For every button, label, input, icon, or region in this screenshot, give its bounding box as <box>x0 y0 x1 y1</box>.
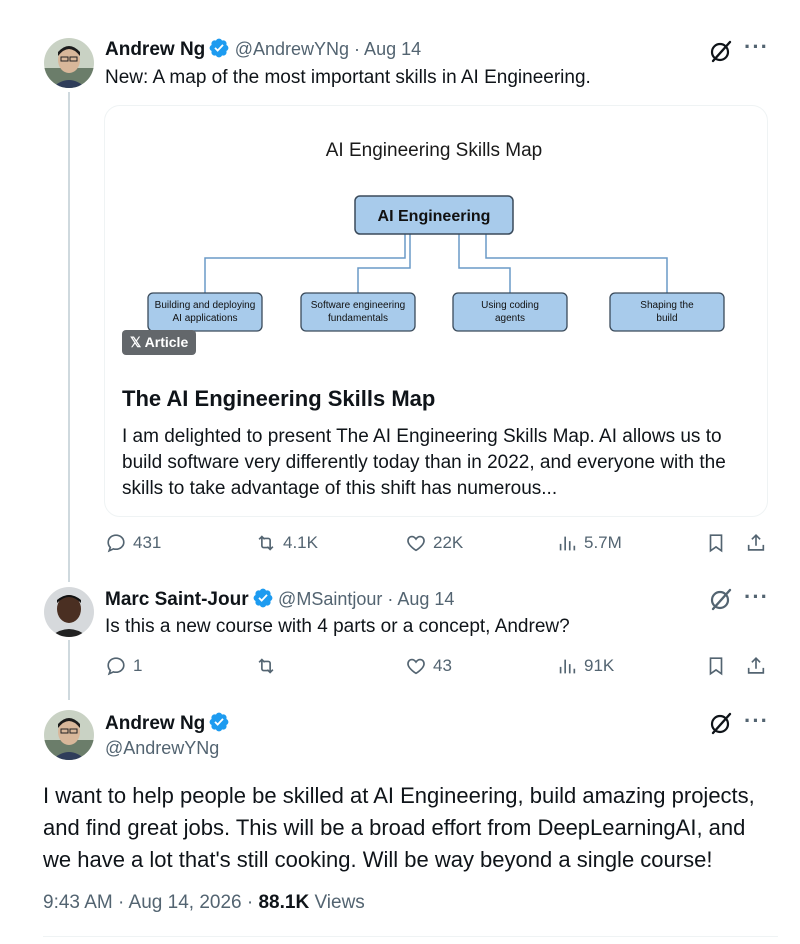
repost-button[interactable] <box>255 532 318 554</box>
repost-count: 4.1K <box>283 533 318 552</box>
reply-button[interactable] <box>105 532 161 554</box>
tweet-text: New: A map of the most important skills in AI Engineering. <box>105 67 591 88</box>
views-count: 91K <box>584 656 615 675</box>
reply-count: 431 <box>133 533 162 552</box>
views-button[interactable] <box>556 532 622 554</box>
verified-badge-icon[interactable] <box>208 711 230 733</box>
views-icon <box>556 532 578 554</box>
article-diagram-image <box>105 106 767 358</box>
repost-button[interactable] <box>255 655 283 677</box>
share-icon <box>745 532 767 554</box>
like-button[interactable] <box>405 532 463 554</box>
diagram-node-label: AI applications <box>172 313 238 324</box>
views-count: 5.7M <box>584 533 622 552</box>
diagram-node <box>610 293 724 331</box>
like-count: 22K <box>433 533 464 552</box>
share-button[interactable] <box>745 655 767 677</box>
diagram-title: AI Engineering Skills Map <box>325 140 543 161</box>
author-handle[interactable]: @AndrewYNg <box>105 738 220 758</box>
diagram-node-label: Building and deploying <box>154 300 256 311</box>
bookmark-button[interactable] <box>705 655 727 677</box>
article-description: I am delighted to present The AI Engineering Skills Map. AI allows us to build software very differently today than in 2022, and everyone with the skills to take advantage of this shift has numerous... <box>122 426 726 499</box>
tweet-timestamp <box>43 892 365 914</box>
bookmark-icon <box>705 655 727 677</box>
tweet-text: Is this a new course with 4 parts or a concept, Andrew? <box>105 616 570 637</box>
article-badge: 𝕏 Article <box>122 330 196 355</box>
article-title[interactable]: The AI Engineering Skills Map <box>122 386 436 411</box>
author-name[interactable]: Andrew Ng <box>105 713 206 734</box>
like-icon <box>405 655 427 677</box>
grok-icon[interactable] <box>708 586 734 612</box>
timestamp-text[interactable]: 9:43 AM · Aug 14, 2026 · <box>43 892 259 913</box>
repost-icon <box>255 532 277 554</box>
repost-icon <box>255 655 277 677</box>
bookmark-button[interactable] <box>705 532 727 554</box>
author-handle-date[interactable]: @AndrewYNg · Aug 14 <box>234 39 422 59</box>
like-icon <box>405 532 427 554</box>
verified-badge-icon[interactable] <box>208 37 230 59</box>
reply-count: 1 <box>133 656 143 675</box>
avatar[interactable] <box>44 710 94 760</box>
grok-icon[interactable] <box>708 710 734 736</box>
more-icon[interactable]: ··· <box>744 708 769 733</box>
avatar[interactable] <box>44 587 94 637</box>
diagram-node <box>301 293 415 331</box>
diagram-node-label: fundamentals <box>327 313 389 324</box>
author-handle-date[interactable]: @MSaintjour · Aug 14 <box>278 589 455 609</box>
diagram-root-node: AI Engineering <box>377 208 491 225</box>
thread-connector <box>68 92 70 582</box>
x-logo-icon: 𝕏 <box>130 334 142 350</box>
more-icon[interactable]: ··· <box>744 584 769 609</box>
like-button[interactable] <box>405 655 452 677</box>
reply-button[interactable] <box>105 655 142 677</box>
views-button[interactable] <box>556 655 614 677</box>
author-name[interactable]: Marc Saint-Jour <box>105 589 249 610</box>
diagram-node <box>148 293 262 331</box>
share-button[interactable] <box>745 532 767 554</box>
views-icon <box>556 655 578 677</box>
views-total: 88.1K <box>258 892 310 913</box>
thread-connector <box>68 640 70 700</box>
diagram-node-label: Shaping the <box>640 300 694 311</box>
verified-badge-icon[interactable] <box>252 587 274 609</box>
more-icon[interactable]: ··· <box>744 34 769 59</box>
divider <box>43 936 778 937</box>
share-icon <box>745 655 767 677</box>
views-label: Views <box>309 892 365 913</box>
diagram-node-label: agents <box>494 313 526 324</box>
reply-icon <box>105 655 127 677</box>
like-count: 43 <box>433 656 452 675</box>
bookmark-icon <box>705 532 727 554</box>
diagram-node-label: Software engineering <box>310 300 406 311</box>
grok-icon[interactable] <box>708 38 734 64</box>
diagram-node-label: Using coding <box>481 300 539 311</box>
article-card[interactable] <box>104 105 768 517</box>
author-name[interactable]: Andrew Ng <box>105 39 206 60</box>
main-tweet-text: I want to help people be skilled at AI Engineering, build amazing projects, and find great jobs. This will be a broad effort from DeepLearningAI, and we have a lot that's still cooking. Will be way beyond a single course! <box>43 783 755 872</box>
diagram-node <box>453 293 567 331</box>
reply-icon <box>105 532 127 554</box>
avatar[interactable] <box>44 38 94 88</box>
diagram-node-label: build <box>656 313 678 324</box>
